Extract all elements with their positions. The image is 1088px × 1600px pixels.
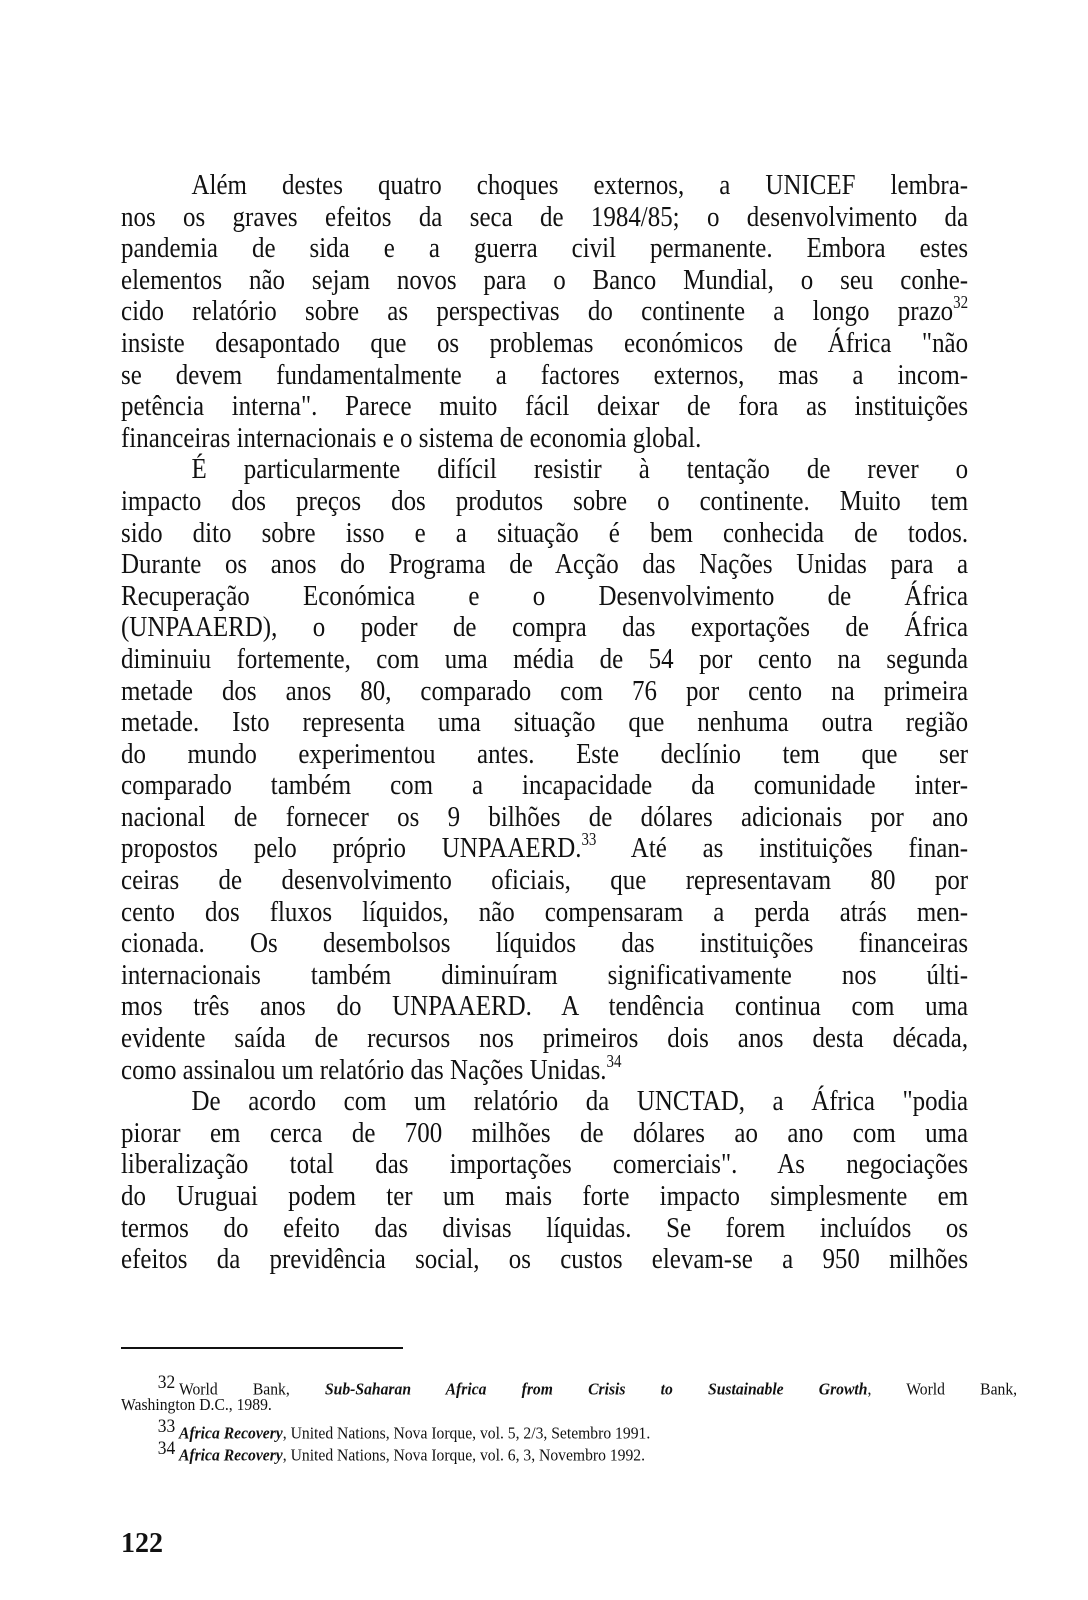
footnote-title: Africa Recovery <box>178 1423 283 1443</box>
footnote-number: 32 <box>157 1372 176 1393</box>
text-line: termos do efeito das divisas líquidas. Se forem incluídos os <box>121 1211 969 1244</box>
footnotes <box>121 1372 1018 1465</box>
text-line: metade. Isto representa uma situação que nenhuma outra região <box>121 706 969 739</box>
text-line: comparado também com a incapacidade da comunidade inter- <box>121 769 969 802</box>
footnote-32 <box>121 1372 1018 1399</box>
text-line: impacto dos preços dos produtos sobre o continente. Muito tem <box>121 484 969 517</box>
footnote-rest: , United Nations, Nova Iorque, vol. 6, 3, Novembro 1992. <box>282 1445 646 1465</box>
text-line: cionada. Os desembolsos líquidos das instituições financeiras <box>121 927 969 960</box>
text-line: evidente saída de recursos nos primeiros dois anos desta década, <box>121 1022 969 1055</box>
text-line: elementos não sejam novos para o Banco Mundial, o seu conhe- <box>121 263 969 296</box>
footnote-rest: , World Bank, <box>867 1379 1018 1399</box>
text-line-content: cido relatório sobre as perspectivas do continente a longo prazo <box>121 295 954 328</box>
text-line: petência interna". Parece muito fácil deixar de fora as instituições <box>121 390 969 423</box>
text-line: internacionais também diminuíram significativamente nos últi- <box>121 958 969 991</box>
footnote-34 <box>121 1438 912 1465</box>
text-line-content: propostos pelo próprio UNPAAERD. <box>121 832 582 865</box>
footnote-ref-32: 32 <box>953 292 969 313</box>
body-text <box>121 170 968 1276</box>
text-line: nos os graves efeitos da seca de 1984/85; o desenvolvimento da <box>121 200 969 233</box>
text-line: cento dos fluxos líquidos, não compensaram a perda atrás men- <box>121 895 969 928</box>
footnote-number: 34 <box>157 1438 176 1459</box>
text-line <box>121 1050 968 1087</box>
footnote-author: World Bank, <box>178 1379 325 1399</box>
text-line: nacional de fornecer os 9 bilhões de dólares adicionais por ano <box>121 800 969 833</box>
text-line: Durante os anos do Programa de Acção das Nações Unidas para a <box>121 548 969 581</box>
footnote-rest: , United Nations, Nova Iorque, vol. 5, 2/3, Setembro 1991. <box>282 1423 651 1443</box>
text-line: mos três anos do UNPAAERD. A tendência continua com uma <box>121 990 969 1023</box>
text-line-continuation: Até as instituições finan- <box>596 832 969 865</box>
text-line: (UNPAAERD), o poder de compra das exportações de África <box>121 611 969 644</box>
text-line: metade dos anos 80, comparado com 76 por cento na primeira <box>121 674 969 707</box>
text-line: Recuperação Económica e o Desenvolvimento de África <box>121 579 969 612</box>
text-line: piorar em cerca de 700 milhões de dólares ao ano com uma <box>121 1116 969 1149</box>
text-line: se devem fundamentalmente a factores externos, mas a incom- <box>121 358 969 391</box>
footnote-title: Africa Recovery <box>178 1445 283 1465</box>
footnote-33 <box>121 1416 912 1443</box>
footnote-ref-33: 33 <box>581 829 597 850</box>
text-line: efeitos da previdência social, os custos elevam-se a 950 milhões <box>121 1243 969 1276</box>
text-line: diminuiu fortemente, com uma média de 54 por cento na segunda <box>121 642 969 675</box>
text-line: É particularmente difícil resistir à tentação de rever o <box>191 453 969 486</box>
text-line: De acordo com um relatório da UNCTAD, a África "podia <box>191 1085 969 1118</box>
footnote-number: 33 <box>157 1416 176 1437</box>
text-line: do Uruguai podem ter um mais forte impacto simplesmente em <box>121 1180 969 1212</box>
footnote-title: Sub-Saharan Africa from Crisis to Sustainable Growth <box>324 1379 868 1399</box>
text-line-content: como assinalou um relatório das Nações Unidas. <box>121 1053 607 1086</box>
text-line: liberalização total das importações comerciais". As negociações <box>121 1148 969 1181</box>
text-line: insiste desapontado que os problemas económicos de África "não <box>121 326 969 359</box>
page-number: 122 <box>121 1528 163 1559</box>
text-line <box>121 292 969 328</box>
text-line <box>121 829 969 865</box>
footnote-separator <box>121 1347 403 1349</box>
text-line: Além destes quatro choques externos, a UNICEF lembra- <box>191 169 969 201</box>
text-line: ceiras de desenvolvimento oficiais, que representavam 80 por <box>121 864 969 897</box>
text-line: do mundo experimentou antes. Este declínio tem que ser <box>121 737 969 770</box>
text-line: sido dito sobre isso e a situação é bem conhecida de todos. <box>121 516 969 549</box>
footnote-ref-34: 34 <box>606 1050 622 1071</box>
footnote-32-continuation: Washington D.C., 1989. <box>121 1395 272 1414</box>
text-line: financeiras internacionais e o sistema de economia global. <box>121 421 702 454</box>
text-line: pandemia de sida e a guerra civil permanente. Embora estes <box>121 232 969 265</box>
